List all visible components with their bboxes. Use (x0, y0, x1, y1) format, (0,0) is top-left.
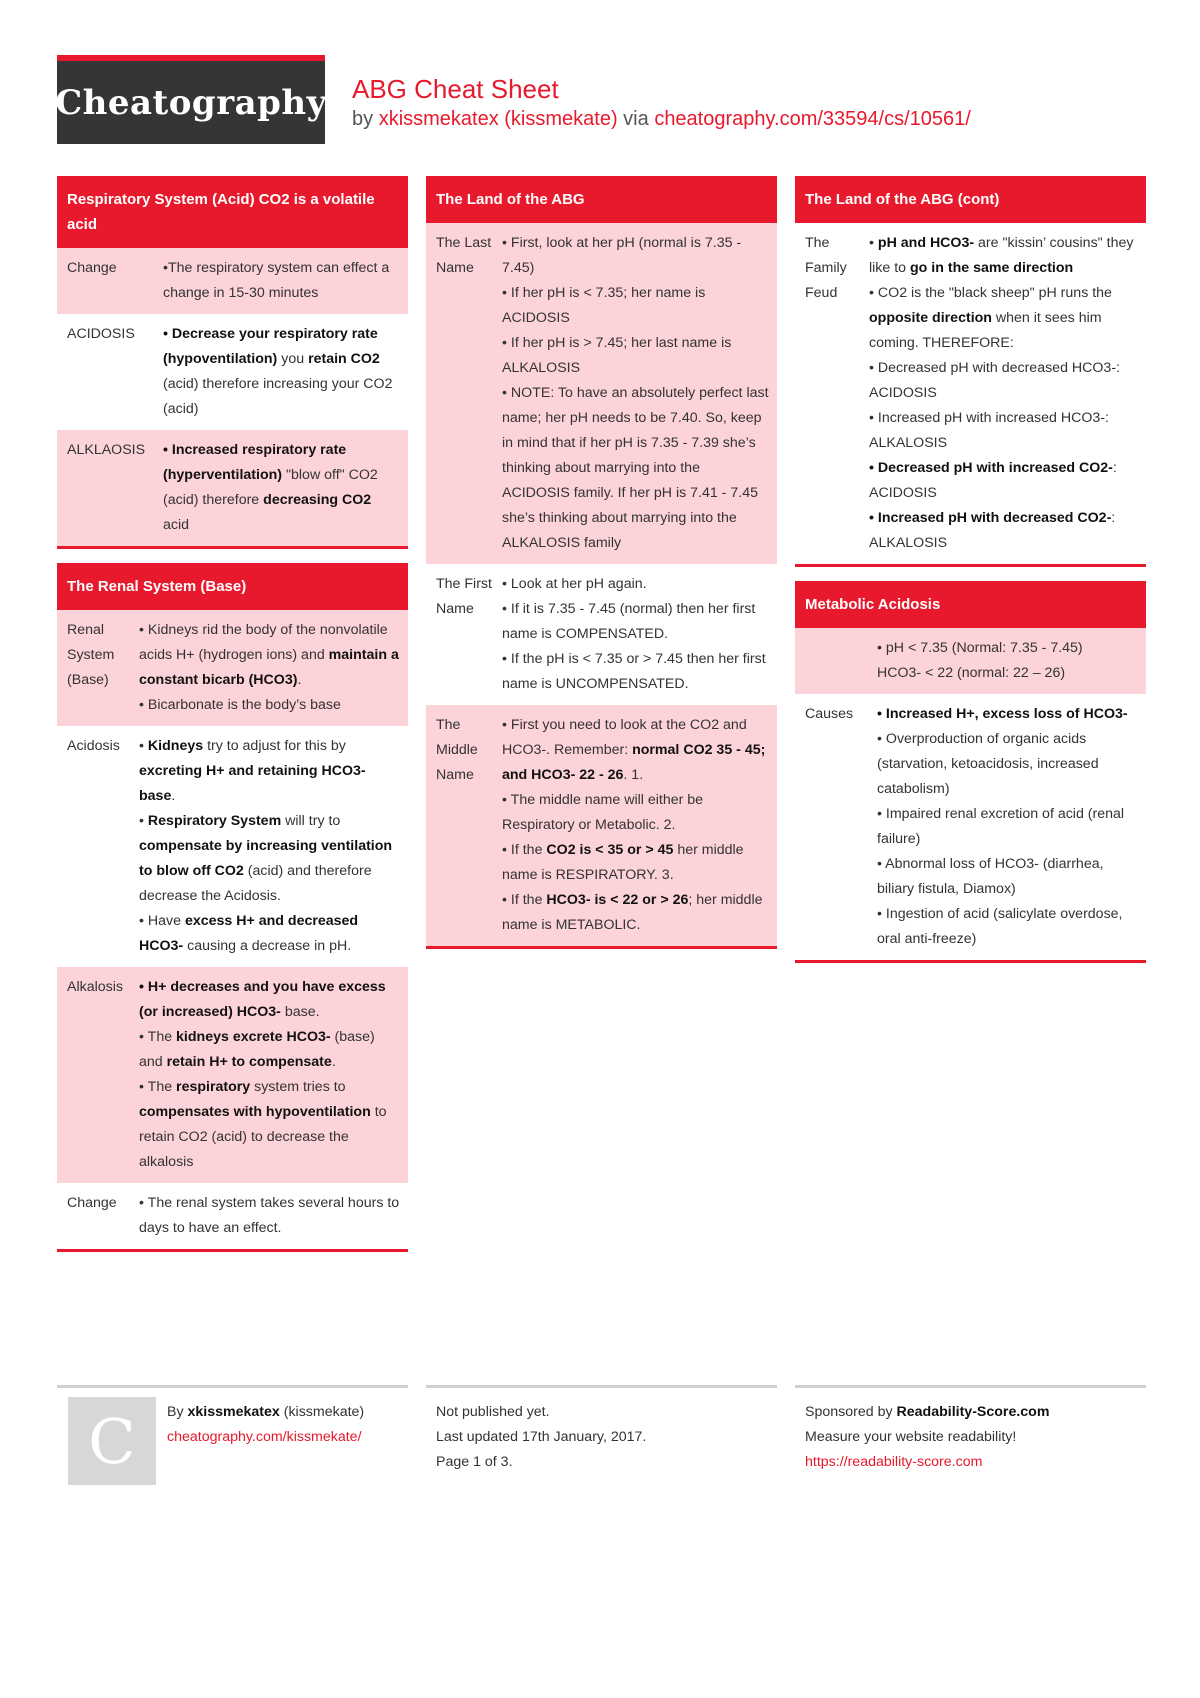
text: • Increased pH with increased HCO3-: ALKALOSIS (869, 410, 1109, 451)
table-row (426, 705, 777, 946)
table-row (57, 610, 408, 726)
row-value (139, 618, 408, 718)
text: • The middle name will either be Respiratory or Metabolic. 2. (502, 792, 704, 833)
text: are "kissin’ cousins" they like to (869, 235, 1134, 276)
page-number: Page 1 of 3. (436, 1454, 513, 1470)
sponsor-tagline: Measure your website readability! (805, 1429, 1017, 1445)
text: . 1. (623, 767, 644, 783)
table-row (57, 314, 408, 430)
footer-sponsor (795, 1385, 1146, 1475)
text: . (297, 672, 302, 688)
text: try to adjust for this by (203, 738, 346, 754)
text-bold: go in the same direction (910, 260, 1074, 276)
byline-by: by (352, 108, 379, 130)
text: • If the (502, 842, 547, 858)
text-bold: normal CO2 35 - 45; and HCO3- 22 - 26 (502, 742, 766, 783)
row-value (869, 231, 1146, 556)
text-bold: excess H+ and decreased HCO3- (139, 913, 359, 954)
text: • If it is 7.35 - 7.45 (normal) then her first name is COMPENSATED. (502, 601, 756, 642)
table-row (426, 564, 777, 705)
row-key: The First Name (436, 576, 492, 617)
text: HCO3- < 22 (normal: 22 – 26) (877, 665, 1066, 681)
text: (base) and (139, 1029, 375, 1070)
text-bold: Respiratory System (147, 813, 282, 829)
text: • CO2 is the "black sheep" pH runs the (869, 285, 1112, 301)
text: to retain CO2 (acid) to decrease the alkalosis (139, 1104, 387, 1170)
land-of-abg-heading: The Land of the ABG (426, 176, 777, 223)
text: • If her pH is < 7.35; her name is ACIDOSIS (502, 285, 706, 326)
text: when it sees him coming. THEREFORE: (869, 310, 1102, 351)
row-key: The Family Feud (805, 235, 847, 301)
byline-via: via (617, 108, 655, 130)
text-bold: retain CO2 (308, 351, 380, 367)
text-bold: HCO3- is < 22 or > 26 (546, 892, 689, 908)
row-value (139, 734, 408, 959)
publish-status: Not published yet. (436, 1404, 550, 1420)
text: : ACIDOSIS (869, 460, 1117, 501)
text-bold: • Increased respiratory rate (hyperventilation) (163, 442, 347, 483)
sheet-url-link[interactable]: cheatography.com/33594/cs/10561/ (654, 108, 971, 130)
text-bold: Kidneys (147, 738, 204, 754)
column-1 (57, 176, 408, 1266)
text-bold: opposite direction (869, 310, 992, 326)
metabolic-acidosis-heading: Metabolic Acidosis (795, 581, 1146, 628)
text: • Impaired renal excretion of acid (renal failure) (877, 806, 1125, 847)
table-row (57, 430, 408, 546)
table-row (795, 694, 1146, 960)
text-bold: decreasing CO2 (263, 492, 372, 508)
text: acid (163, 517, 190, 533)
text: (acid) therefore increasing your CO2 (acid) (163, 376, 393, 417)
land-of-abg-box (426, 176, 777, 949)
text: • First, look at her pH (normal is 7.35 - 7.45) (502, 235, 742, 276)
row-value (502, 231, 777, 556)
renal-system-heading: The Renal System (Base) (57, 563, 408, 610)
cheatography-logo[interactable]: Cheatography (57, 55, 325, 144)
text-bold: • Decreased pH with increased CO2- (869, 460, 1113, 476)
column-3 (795, 176, 1146, 977)
row-value (502, 713, 777, 938)
table-row (795, 628, 1146, 694)
text-bold: excreting H+ and retaining HCO3- base (139, 763, 366, 804)
sponsor-name[interactable]: Readability-Score.com (896, 1404, 1050, 1420)
text: • Ingestion of acid (salicylate overdose, oral anti-freeze) (877, 906, 1123, 947)
row-value (877, 702, 1146, 952)
row-key: ALKLAOSIS (67, 442, 146, 458)
footer-author (57, 1385, 408, 1450)
page-title: ABG Cheat Sheet (352, 74, 559, 104)
land-of-abg-cont-box (795, 176, 1146, 567)
text: . (171, 788, 176, 804)
cheatography-c-badge: C (68, 1397, 156, 1485)
text: • (139, 813, 148, 829)
text: causing a decrease in pH. (183, 938, 352, 954)
text: • First you need to look at the CO2 and HCO3-. Remember: (502, 717, 747, 758)
text: base. (280, 1004, 320, 1020)
row-key (795, 636, 877, 686)
text-bold: pH and HCO3- (877, 235, 975, 251)
row-value (163, 322, 408, 422)
column-2 (426, 176, 777, 963)
text-bold: • H+ decreases and you have excess (or increased) HCO3- (139, 979, 386, 1020)
text: • Bicarbonate is the body’s base (139, 697, 341, 713)
text-bold: maintain a constant bicarb (HCO3) (139, 647, 399, 688)
footer-author-name[interactable]: xkissmekatex (187, 1404, 280, 1420)
metabolic-acidosis-box (795, 581, 1146, 963)
text: • If the (502, 892, 547, 908)
table-row (57, 1183, 408, 1249)
row-key: Change (67, 1195, 117, 1211)
text: . (331, 1054, 336, 1070)
text: • Kidneys rid the body of the nonvolatile acids H+ (hydrogen ions) and (139, 622, 388, 663)
text: system tries to (250, 1079, 346, 1095)
text: • pH < 7.35 (Normal: 7.35 - 7.45) (877, 640, 1083, 656)
text: (kissmekate) (279, 1404, 365, 1420)
row-key: Alkalosis (67, 979, 123, 995)
text-bold: compensates with hypoventilation (139, 1104, 371, 1120)
text-bold: CO2 is < 35 or > 45 (546, 842, 674, 858)
row-value: •The respiratory system can effect a change in 15-30 minutes (163, 260, 390, 301)
row-value (139, 975, 408, 1175)
text: • Look at her pH again. (502, 576, 647, 592)
table-row (426, 223, 777, 564)
row-value (163, 438, 408, 538)
respiratory-system-heading: Respiratory System (Acid) CO2 is a volatile acid (57, 176, 408, 248)
text: • Abnormal loss of HCO3- (diarrhea, biliary fistula, Diamox) (877, 856, 1104, 897)
table-row (57, 248, 408, 314)
table-row (57, 967, 408, 1183)
row-value (877, 636, 1146, 686)
text-bold: • Increased H+, excess loss of HCO3- (877, 706, 1128, 722)
text-bold: kidneys excrete HCO3- (176, 1029, 331, 1045)
table-row (57, 726, 408, 967)
text: • Have (139, 913, 185, 929)
row-key: ACIDOSIS (67, 326, 135, 342)
text: • Decreased pH with decreased HCO3-: ACIDOSIS (869, 360, 1120, 401)
text: By (167, 1404, 188, 1420)
text-bold: compensate by increasing ventilation to blow off CO2 (139, 838, 393, 879)
text: • If the pH is < 7.35 or > 7.45 then her first name is UNCOMPENSATED. (502, 651, 766, 692)
row-value (502, 572, 777, 697)
renal-system-box (57, 563, 408, 1252)
row-key: Acidosis (67, 738, 120, 754)
text: • The (139, 1079, 177, 1095)
text-bold: • Decrease your respiratory rate (hypoventilation) (163, 326, 378, 367)
footer-author-link[interactable]: cheatography.com/kissmekate/ (167, 1429, 362, 1445)
row-key: Renal System (Base) (67, 622, 115, 688)
row-key: The Last Name (436, 235, 492, 276)
text: her middle name is RESPIRATORY. 3. (502, 842, 744, 883)
text: • (869, 235, 878, 251)
text-bold: retain H+ to compensate (166, 1054, 332, 1070)
text: • (139, 738, 148, 754)
row-key: Change (67, 260, 117, 276)
text: (acid) and therefore decrease the Acidosis. (139, 863, 372, 904)
respiratory-system-box (57, 176, 408, 549)
text: "blow off" CO2 (acid) therefore (163, 467, 378, 508)
table-row (795, 223, 1146, 564)
text: • Overproduction of organic acids (starvation, ketoacidosis, increased catabolism) (877, 731, 1099, 797)
sponsor-link[interactable]: https://readability-score.com (805, 1454, 983, 1470)
text: : ALKALOSIS (869, 510, 1116, 551)
footer-status (426, 1385, 777, 1475)
byline (352, 108, 971, 131)
last-updated: Last updated 17th January, 2017. (436, 1429, 647, 1445)
text: • The (139, 1029, 177, 1045)
row-key: Causes (805, 706, 854, 722)
text: • If her pH is > 7.45; her last name is ALKALOSIS (502, 335, 732, 376)
text: Sponsored by (805, 1404, 897, 1420)
text-bold: respiratory (176, 1079, 251, 1095)
land-of-abg-cont-heading: The Land of the ABG (cont) (795, 176, 1146, 223)
text: you (277, 351, 309, 367)
author-link[interactable]: xkissmekatex (kissmekate) (378, 108, 618, 130)
row-key: The Middle Name (436, 717, 478, 783)
row-value: • The renal system takes several hours to days to have an effect. (139, 1195, 400, 1236)
text: • NOTE: To have an absolutely perfect last name; her pH needs to be 7.40. So, keep in mind that if her pH is 7.35 - 7.39 she’s thinking about marrying into the ACIDOSIS family. If her pH is 7.41 - 7.45 she’s thinking about marrying into the ALKALOSIS family (502, 385, 769, 551)
text: will try to (281, 813, 341, 829)
text: ; her middle name is METABOLIC. (502, 892, 763, 933)
text-bold: • Increased pH with decreased CO2- (869, 510, 1112, 526)
